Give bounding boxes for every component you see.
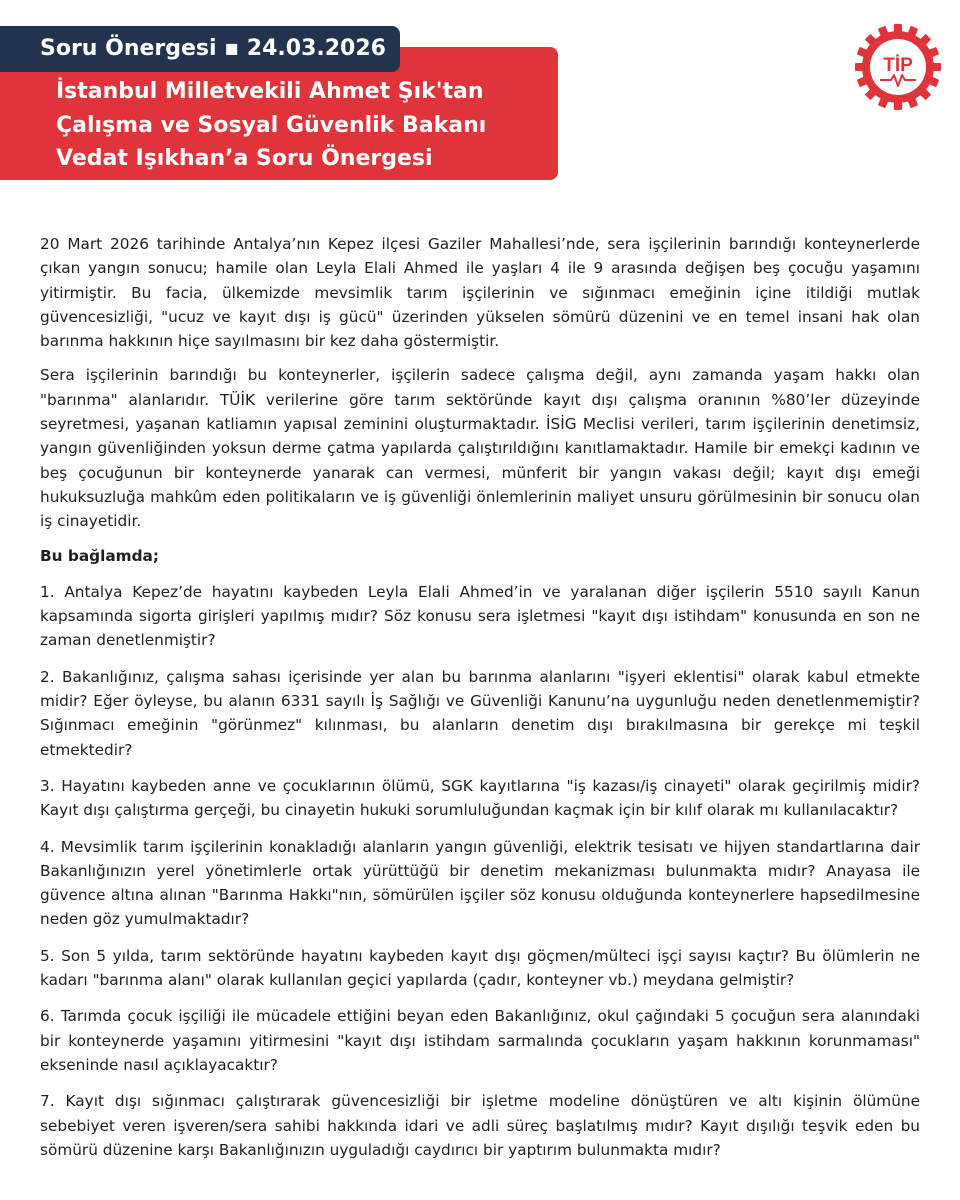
context-heading: Bu bağlamda; <box>40 546 159 565</box>
question-2: 2. Bakanlığınız, çalışma sahası içerisinde yer alan bu barınma alanlarını "işyeri eklentisi" olarak kabul etmekte midir? Eğer öyleyse, bu alanın 6331 sayılı İş Sağlığı ve Güvenliği Kanunu’na uygunluğu neden denetlenmemiştir? Sığınmacı emeğinin "görünmez" kılınması, bu alanların denetim dışı bırakılmasına bir gerekçe mi teşkil etmektedir? <box>40 667 920 759</box>
title-line-3: Vedat Işıkhan’a Soru Önergesi <box>56 146 433 171</box>
tip-logo <box>855 24 941 110</box>
date-tag: Soru Önergesi ▪ 24.03.2026 <box>0 26 400 72</box>
question-3: 3. Hayatını kaybeden anne ve çocuklarının ölümü, SGK kayıtlarına "iş kazası/iş cinayeti" olarak geçirilmiş midir? Kayıt dışı çalıştırma gerçeği, bu cinayetin hukuki sorumluluğundan kaçmak için bir kılıf olarak mı kullanılacaktır? <box>40 776 920 820</box>
document-body <box>40 232 920 1174</box>
logo-text: TİP <box>883 55 913 76</box>
question-6: 6. Tarımda çocuk işçiliği ile mücadele ettiğini beyan eden Bakanlığınız, okul çağındaki 5 çocuğun sera alanındaki bir konteynerde yaşamını yitirmesini "kayıt dışı istihdam sarmalında çocukların yaşam hakkının korunmaması" ekseninde nasıl açıklayacaktır? <box>40 1007 920 1074</box>
question-4: 4. Mevsimlik tarım işçilerinin konakladığı alanların yangın güvenliği, elektrik tesisatı ve hijyen standartlarına dair Bakanlığınızın yerel yönetimlerle ortak yürüttüğü bir denetim mekanizması bulunmakta mıdır? Anayasa ile güvence altına alınan "Barınma Hakkı"nın, sömürülen işçiler söz konusu olduğunda konteynerlere hapsedilmesine neden göz yumulmaktadır? <box>40 837 920 929</box>
question-5: 5. Son 5 yılda, tarım sektöründe hayatını kaybeden kayıt dışı göçmen/mülteci işçi sayısı kaçtır? Bu ölümlerin ne kadarı "barınma alanı" olarak kullanılan geçici yapılarda (çadır, konteyner vb.) meydana gelmiştir? <box>40 946 920 990</box>
intro-paragraph: 20 Mart 2026 tarihinde Antalya’nın Kepez ilçesi Gaziler Mahallesi’nde, sera işçilerinin barındığı konteynerlerde çıkan yangın sonucu; hamile olan Leyla Elali Ahmed ile yaşları 4 ile 9 arasında değişen beş çocuğu yaşamını yitirmiştir. Bu facia, ülkemizde mevsimlik tarım işçilerinin ve sığınmacı emeğinin içine itildiği mutlak güvencesizliği, "ucuz ve kayıt dışı iş gücü" üzerinden yükselen sömürü düzenini ve en temel insani hak olan barınma hakkının hiçe sayılmasını bir kez daha göstermiştir. <box>40 235 920 351</box>
context-paragraph: Sera işçilerinin barındığı bu konteynerler, işçilerin sadece çalışma değil, aynı zamanda yaşam hakkı olan "barınma" alanlarıdır. TÜİK verilerine göre tarım sektöründe kayıt dışı çalışma oranının %80’ler düzeyinde seyretmesi, yaşanan katliamın yapısal zeminini oluşturmaktadır. İSİG Meclisi verileri, tarım işçilerinin denetimsiz, yangın güvenliğinden yoksun derme çatma yapılarda çalıştırıldığını kanıtlamaktadır. Hamile bir emekçi kadının ve beş çocuğunun bir konteynerde yanarak can vermesi, münferit bir yangın vakası değil; kayıt dışı emeği hukuksuzluğa mahkûm eden politikaların ve iş güvenliği önlemlerinin maliyet unsuru görülmesinin bir sonucu olan iş cinayetidir. <box>40 366 920 531</box>
question-7: 7. Kayıt dışı sığınmacı çalıştırarak güvencesizliği bir işletme modeline dönüştüren ve altı kişinin ölümüne sebebiyet veren işveren/sera sahibi hakkında idari ve adli süreç başlatılmış mıdır? Kayıt dışılığı teşvik eden bu sömürü düzenine karşı Bakanlığınızın uyguladığı caydırıcı bir yaptırım bulunmakta mıdır? <box>40 1092 920 1159</box>
title-line-2: Çalışma ve Sosyal Güvenlik Bakanı <box>56 113 487 138</box>
title-line-1: İstanbul Milletvekili Ahmet Şık'tan <box>56 79 484 104</box>
question-1: 1. Antalya Kepez’de hayatını kaybeden Leyla Elali Ahmed’in ve yaralanan diğer işçilerin 5510 sayılı Kanun kapsamında sigorta girişleri yapılmış mıdır? Söz konusu sera işletmesi "kayıt dışı istihdam" konusunda en son ne zaman denetlenmiştir? <box>40 582 920 650</box>
